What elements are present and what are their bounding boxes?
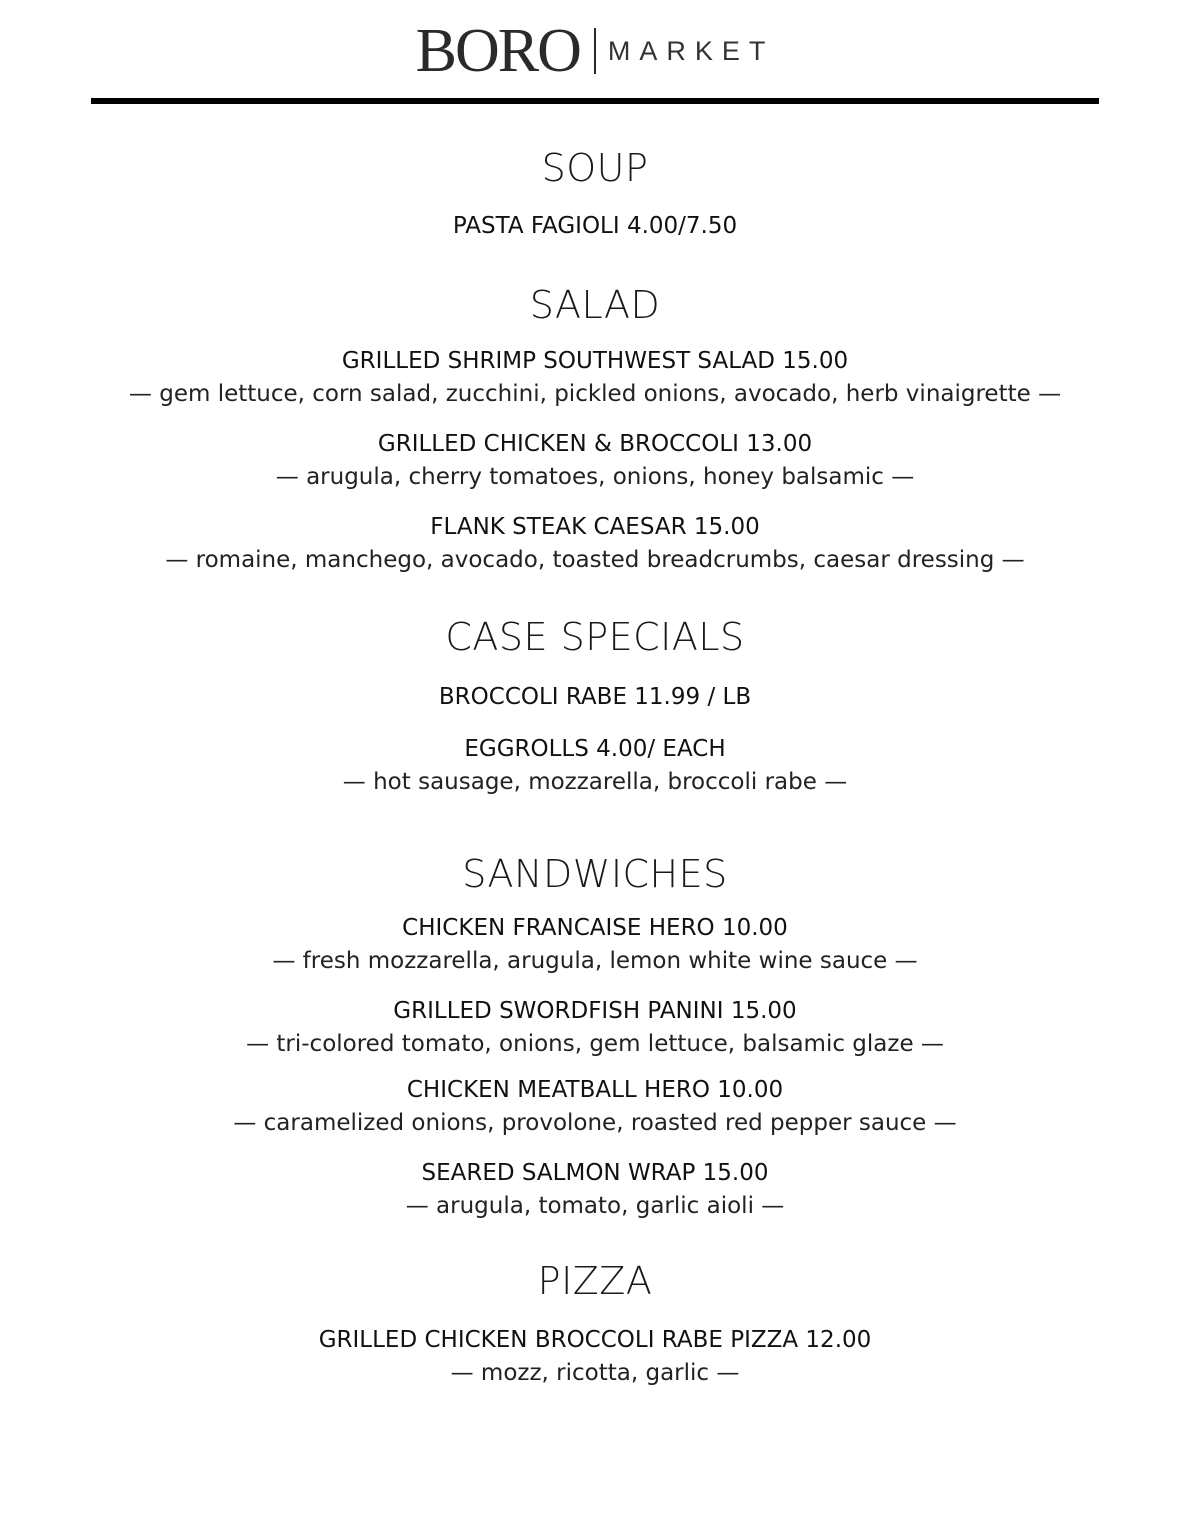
menu-item-grilled-chicken-broccoli-rabe-pizza <box>0 1324 1190 1390</box>
item-description: — tri-colored tomato, onions, gem lettuce, balsamic glaze — <box>246 1031 944 1057</box>
menu-item-flank-steak-caesar <box>0 511 1190 577</box>
item-description: — arugula, tomato, garlic aioli — <box>405 1193 785 1219</box>
item-description: — arugula, cherry tomatoes, onions, honey balsamic — <box>275 464 915 490</box>
item-name: CHICKEN MEATBALL HERO 10.00 <box>406 1077 784 1103</box>
item-name: BROCCOLI RABE 11.99 / LB <box>438 684 752 710</box>
menu-body <box>0 140 1190 1390</box>
brand-main-text: BORO <box>415 17 580 85</box>
item-name: GRILLED SHRIMP SOUTHWEST SALAD 15.00 <box>341 348 849 374</box>
section-sandwiches <box>0 846 1190 1223</box>
section-title-case-specials: CASE SPECIALS <box>445 615 745 659</box>
menu-item-grilled-chicken-broccoli <box>0 428 1190 494</box>
section-salad <box>0 277 1190 577</box>
item-name: CHICKEN FRANCAISE HERO 10.00 <box>402 915 788 941</box>
menu-item-chicken-francaise-hero <box>0 912 1190 978</box>
item-name: SEARED SALMON WRAP 15.00 <box>421 1160 769 1186</box>
brand-logo <box>0 18 1190 84</box>
item-description: — fresh mozzarella, arugula, lemon white wine sauce — <box>272 948 918 974</box>
item-name: GRILLED CHICKEN BROCCOLI RABE PIZZA 12.00 <box>318 1327 872 1353</box>
item-name: GRILLED CHICKEN & BROCCOLI 13.00 <box>377 431 813 457</box>
item-description: — hot sausage, mozzarella, broccoli rabe — <box>342 769 848 795</box>
section-soup <box>0 140 1190 243</box>
section-case-specials <box>0 609 1190 799</box>
section-title-sandwiches: SANDWICHES <box>462 852 728 896</box>
menu-item-chicken-meatball-hero <box>0 1074 1190 1140</box>
item-description: — caramelized onions, provolone, roasted red pepper sauce — <box>233 1110 957 1136</box>
menu-item-eggrolls <box>0 733 1190 799</box>
brand-sub-text: MARKET <box>607 36 775 66</box>
menu-item-grilled-swordfish-panini <box>0 995 1190 1061</box>
brand-divider <box>594 28 596 74</box>
menu-item-seared-salmon-wrap <box>0 1157 1190 1223</box>
item-name: GRILLED SWORDFISH PANINI 15.00 <box>393 998 797 1024</box>
section-pizza <box>0 1253 1190 1390</box>
menu-item-pasta-fagioli <box>0 210 1190 243</box>
item-name: PASTA FAGIOLI 4.00/7.50 <box>452 213 738 239</box>
item-description: — gem lettuce, corn salad, zucchini, pickled onions, avocado, herb vinaigrette — <box>128 381 1062 407</box>
item-description: — mozz, ricotta, garlic — <box>450 1360 740 1386</box>
menu-item-grilled-shrimp-salad <box>0 345 1190 411</box>
section-title-pizza: PIZZA <box>537 1259 653 1303</box>
section-title-salad: SALAD <box>529 283 661 327</box>
item-description: — romaine, manchego, avocado, toasted breadcrumbs, caesar dressing — <box>165 547 1025 573</box>
section-title-soup: SOUP <box>541 146 649 190</box>
header-rule <box>91 98 1099 104</box>
item-name: FLANK STEAK CAESAR 15.00 <box>430 514 760 540</box>
item-name: EGGROLLS 4.00/ EACH <box>464 736 726 762</box>
menu-item-broccoli-rabe <box>0 681 1190 714</box>
